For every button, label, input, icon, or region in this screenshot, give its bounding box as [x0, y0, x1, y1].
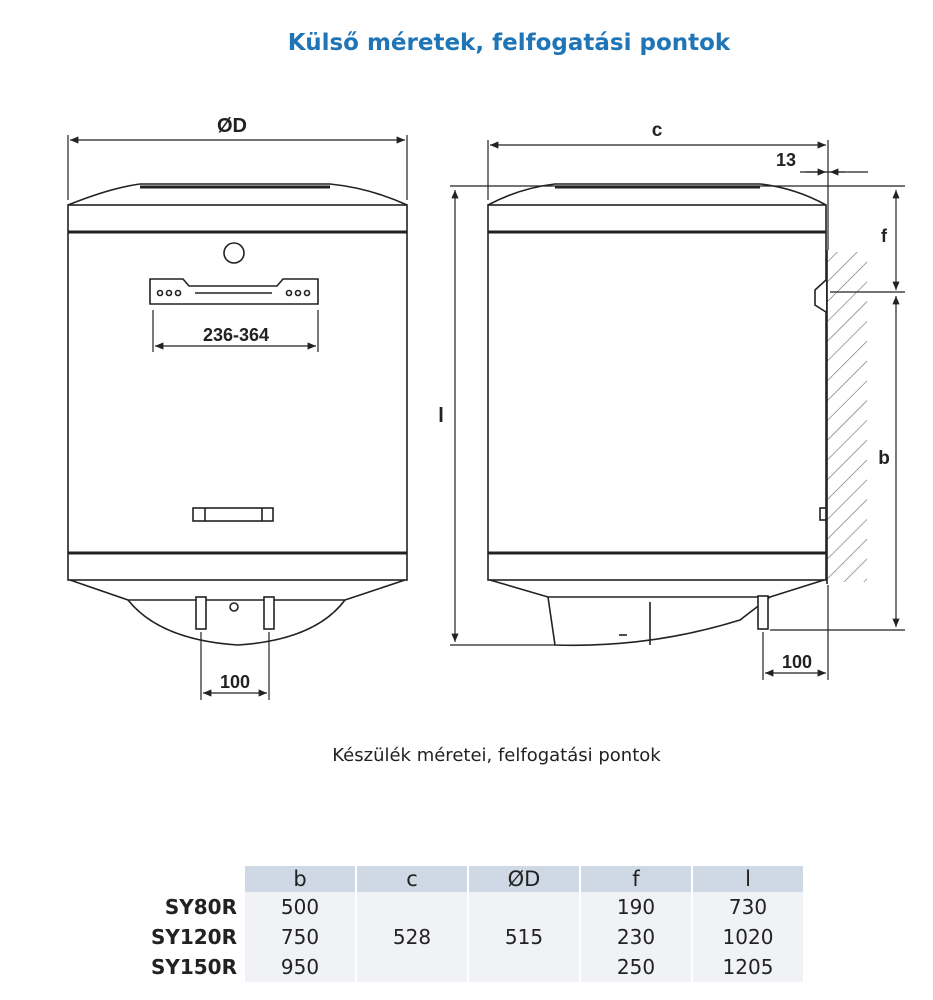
- value-cell-l: 1205: [693, 952, 803, 982]
- table-row: [133, 952, 803, 982]
- label-13: 13: [775, 150, 797, 170]
- thermometer-circle: [224, 243, 244, 263]
- value-cell-l: 730: [693, 892, 803, 922]
- label-c: c: [651, 120, 663, 141]
- front-view: [68, 184, 407, 645]
- label-diameter: ØD: [217, 115, 247, 137]
- side-body: [488, 205, 826, 580]
- label-front-pipe-distance: 100: [219, 672, 251, 692]
- side-bottom-cap: [548, 597, 770, 645]
- front-bottom-cap: [128, 600, 345, 645]
- table-header-cell: c: [357, 866, 467, 892]
- table-row: [133, 892, 803, 922]
- label-side-pipe-distance: 100: [781, 652, 813, 672]
- model-cell: SY120R: [133, 922, 243, 952]
- value-cell-f: 250: [581, 952, 691, 982]
- table-header-row: [133, 866, 803, 892]
- table-row: [133, 922, 803, 952]
- drawing-caption: Készülék méretei, felfogatási pontok: [332, 745, 661, 766]
- model-cell: SY80R: [133, 892, 243, 922]
- model-cell: SY150R: [133, 952, 243, 982]
- value-cell-f: 190: [581, 892, 691, 922]
- value-cell-d: 515: [469, 892, 579, 982]
- value-cell-f: 230: [581, 922, 691, 952]
- table-header-cell: [133, 866, 243, 892]
- value-cell-l: 1020: [693, 922, 803, 952]
- page-title: Külső méretek, felfogatási pontok: [287, 30, 731, 56]
- side-view: [488, 184, 826, 645]
- wall-hatching: [827, 252, 867, 582]
- label-l: l: [438, 405, 444, 427]
- side-pipe: [758, 596, 768, 629]
- value-cell-b: 500: [245, 892, 355, 922]
- value-cell-c: 528: [357, 892, 467, 982]
- label-b: b: [878, 448, 890, 469]
- label-bracket-span: 236-364: [202, 325, 270, 345]
- front-pipe-right: [264, 597, 274, 629]
- value-cell-b: 950: [245, 952, 355, 982]
- value-cell-b: 750: [245, 922, 355, 952]
- table-header-cell: b: [245, 866, 355, 892]
- label-f: f: [881, 226, 887, 246]
- table-header-cell: f: [581, 866, 691, 892]
- table-header-cell: l: [693, 866, 803, 892]
- front-pipe-left: [196, 597, 206, 629]
- table-header-cell: ØD: [469, 866, 579, 892]
- dimension-table: [131, 866, 805, 982]
